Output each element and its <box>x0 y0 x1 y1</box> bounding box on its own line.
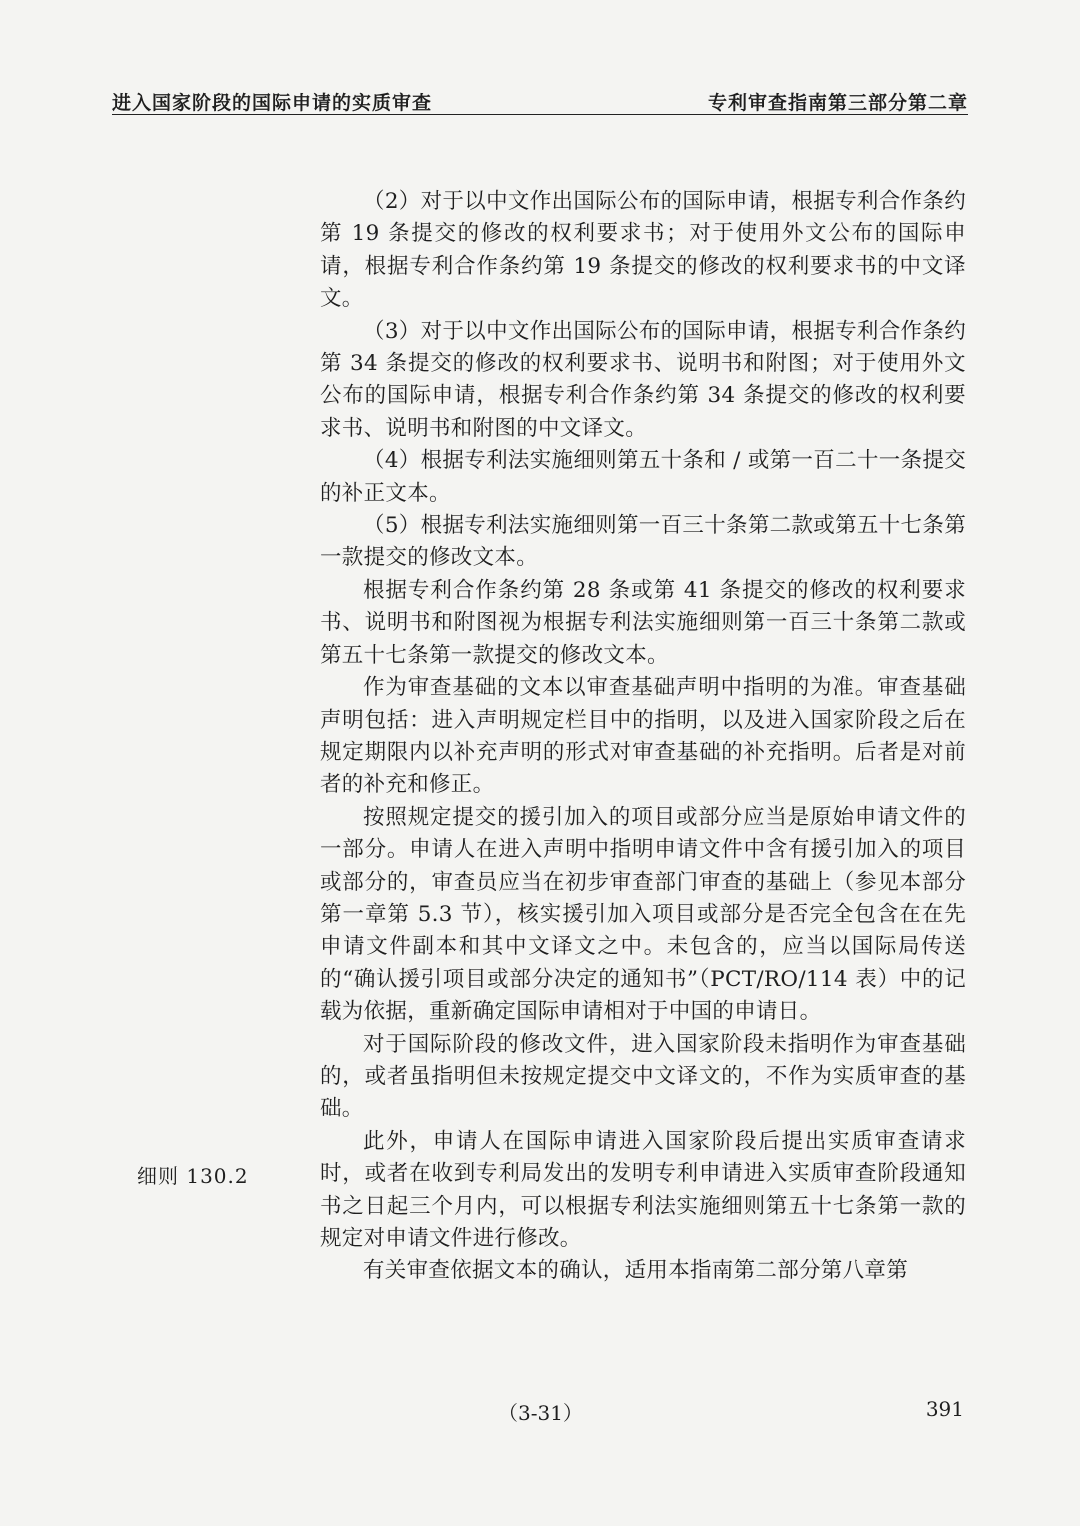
paragraph-pct-28-41: 根据专利合作条约第 28 条或第 41 条提交的修改的权利要求书、说明书和附图视为根据专利法实施细则第一百三十条第二款或第五十七条第一款提交的修改文本。 <box>320 577 966 668</box>
header-part-title: 专利审查指南第三部分第二章 <box>707 92 968 114</box>
paragraph-item-5: （5）根据专利法实施细则第一百三十条第二款或第五十七条第一款提交的修改文本。 <box>320 513 966 571</box>
paragraph-item-4: （4）根据专利法实施细则第五十条和 / 或第一百二十一条提交的补正文本。 <box>320 448 966 506</box>
header-divider <box>112 114 968 115</box>
margin-rule-reference: 细则 130.2 <box>137 1164 249 1188</box>
running-header <box>112 86 968 116</box>
footer-page-number: 391 <box>925 1397 964 1421</box>
paragraph-item-2: （2）对于以中文作出国际公布的国际申请，根据专利合作条约第 19 条提交的修改的权利要求书；对于使用外文公布的国际申请，根据专利合作条约第 19 条提交的修改的权利要求书的中文译文。 <box>320 189 966 312</box>
body-text <box>320 186 966 1288</box>
paragraph-international-amendments: 对于国际阶段的修改文件，进入国家阶段未指明作为审查基础的，或者虽指明但未按规定提交中文译文的，不作为实质审查的基础。 <box>320 1031 966 1122</box>
paragraph-rule-130-2: 此外，申请人在国际申请进入国家阶段后提出实质审查请求时，或者在收到专利局发出的发明专利申请进入实质审查阶段通知书之日起三个月内，可以根据专利法实施细则第五十七条第一款的规定对申请文件进行修改。 <box>320 1128 966 1251</box>
paragraph-exam-basis: 作为审查基础的文本以审查基础声明中指明的为准。审查基础声明包括：进入声明规定栏目中的指明，以及进入国家阶段之后在规定期限内以补充声明的形式对审查基础的补充指明。后者是对前者的补充和修正。 <box>320 675 966 798</box>
footer-section-code: （3-31） <box>498 1401 583 1425</box>
paragraph-incorporation-by-reference: 按照规定提交的援引加入的项目或部分应当是原始申请文件的一部分。申请人在进入声明中指明申请文件中含有援引加入的项目或部分的，审查员应当在初步审查部门审查的基础上（参见本部分第一章第 5.3 节），核实援引加入项目或部分是否完全包含在在先申请文件副本和其中文译文之中。未包含的，应当以国际局传送的“确认援引项目或部分决定的通知书”（PCT/RO/114 表）中的记载为依据，重新确定国际申请相对于中国的申请日。 <box>320 804 966 1025</box>
header-chapter-title: 进入国家阶段的国际申请的实质审查 <box>112 92 433 114</box>
paragraph-text-confirmation: 有关审查依据文本的确认，适用本指南第二部分第八章第 <box>363 1258 909 1284</box>
paragraph-item-3: （3）对于以中文作出国际公布的国际申请，根据专利合作条约第 34 条提交的修改的权利要求书、说明书和附图；对于使用外文公布的国际申请，根据专利合作条约第 34 条提交的修改的权利要求书、说明书和附图的中文译文。 <box>320 318 966 441</box>
